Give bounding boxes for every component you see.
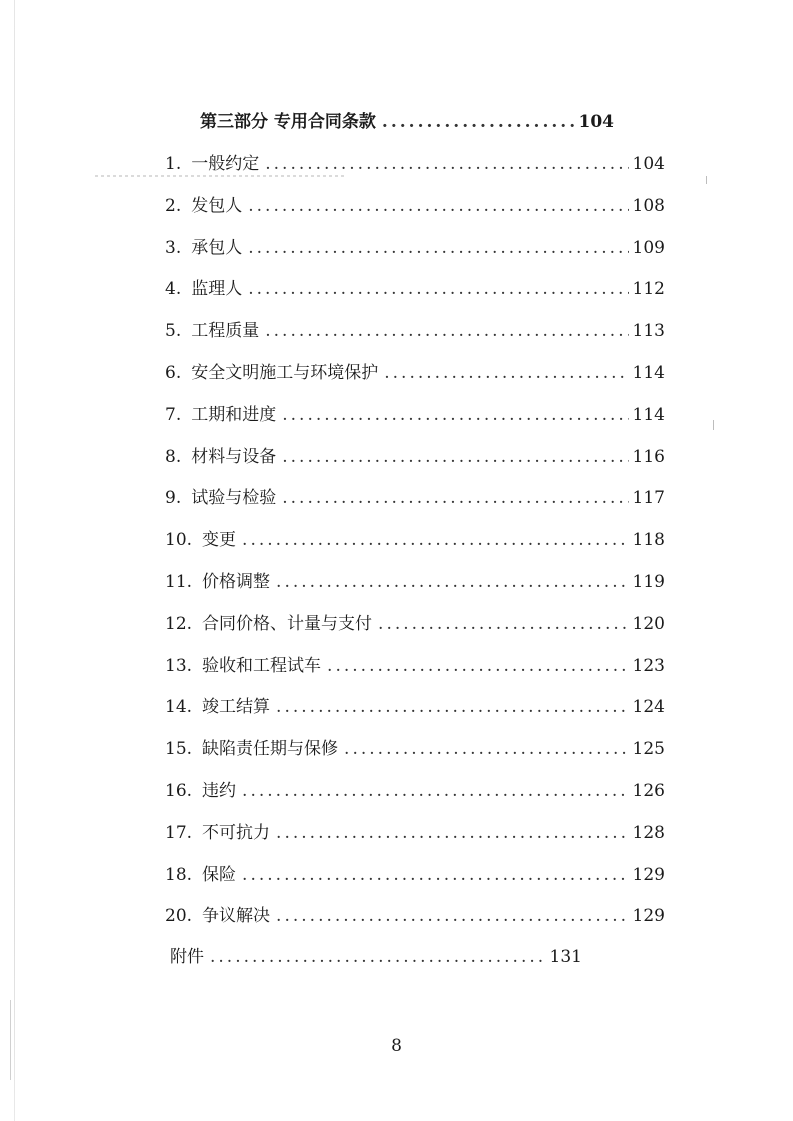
toc-entry-page-number: 123 [632, 656, 665, 676]
toc-section-heading [200, 107, 614, 137]
toc-entry-number: 9. [165, 488, 182, 508]
toc-entry [165, 400, 665, 430]
dot-leader [265, 316, 628, 346]
toc-entry-page-number: 114 [632, 363, 665, 383]
toc-entry-page-number: 118 [632, 530, 665, 550]
toc-entry-number: 10. [165, 530, 193, 550]
toc-entry-number: 7. [165, 405, 182, 425]
toc-entry [165, 525, 665, 555]
toc-entry-title: 监理人 [191, 279, 243, 299]
toc-entry [165, 442, 665, 472]
toc-entry [165, 609, 665, 639]
toc-entry [165, 274, 665, 304]
toc-entry [165, 692, 665, 722]
toc-entry-number: 13. [165, 656, 193, 676]
dot-leader [248, 191, 628, 221]
toc-entry-title: 发包人 [191, 196, 243, 216]
dot-leader [276, 818, 629, 848]
dot-leader [242, 776, 629, 806]
toc-entry [165, 149, 665, 179]
toc-entry-title: 验收和工程试车 [202, 656, 322, 676]
toc-entry [165, 734, 665, 764]
toc-entry [165, 818, 665, 848]
toc-entry-number: 12. [165, 614, 193, 634]
toc-entry-page-number: 124 [632, 697, 665, 717]
toc-entry-number: 2. [165, 196, 182, 216]
toc-appendix [170, 942, 582, 972]
toc-entry-title: 变更 [202, 530, 237, 550]
toc-entry-title: 材料与设备 [191, 447, 277, 467]
toc-entry-title: 保险 [202, 865, 237, 885]
dot-leader [276, 692, 629, 722]
toc-entry-page-number: 120 [632, 614, 665, 634]
toc-entry [165, 316, 665, 346]
toc-entry-page-number: 125 [632, 739, 665, 759]
toc-entry-page-number: 114 [632, 405, 665, 425]
dot-leader [344, 734, 629, 764]
toc-entry-number: 14. [165, 697, 193, 717]
dot-leader [378, 609, 629, 639]
toc-entry [165, 651, 665, 681]
dot-leader [276, 901, 629, 931]
toc-entry [165, 901, 665, 931]
toc-entry-number: 6. [165, 363, 182, 383]
toc-entry-page-number: 128 [632, 823, 665, 843]
toc-entry-number: 18. [165, 865, 193, 885]
toc-entry [165, 776, 665, 806]
appendix-title: 附件 [170, 947, 204, 967]
dot-leader [382, 107, 575, 137]
toc-entry-number: 4. [165, 279, 182, 299]
toc-entry-number: 1. [165, 154, 182, 174]
dot-leader [210, 942, 546, 972]
toc-entry-page-number: 112 [632, 279, 665, 299]
toc-entry-number: 3. [165, 238, 182, 258]
toc-entry-title: 安全文明施工与环境保护 [191, 363, 379, 383]
dot-leader [384, 358, 628, 388]
toc-entry-title: 争议解决 [202, 906, 271, 926]
toc-entry-title: 工期和进度 [191, 405, 277, 425]
scan-mark [706, 176, 707, 184]
toc-entry-title: 不可抗力 [202, 823, 271, 843]
toc-entry-page-number: 129 [632, 906, 665, 926]
toc-entry-number: 5. [165, 321, 182, 341]
toc-entry-title: 试验与检验 [191, 488, 277, 508]
toc-entry-title: 缺陷责任期与保修 [202, 739, 339, 759]
toc-entry-page-number: 119 [632, 572, 665, 592]
dot-leader [276, 567, 629, 597]
scan-mark [713, 420, 714, 430]
toc-entry-page-number: 108 [632, 196, 665, 216]
toc-entry-number: 17. [165, 823, 193, 843]
dot-leader [248, 274, 628, 304]
dot-leader [242, 860, 629, 890]
toc-entry-number: 20. [165, 906, 193, 926]
scan-edge-line [14, 0, 15, 1121]
section-title: 第三部分 专用合同条款 [200, 112, 376, 132]
toc-entry [165, 233, 665, 263]
toc-entry-page-number: 126 [632, 781, 665, 801]
toc-entry [165, 860, 665, 890]
toc-entry-number: 8. [165, 447, 182, 467]
dot-leader [242, 525, 629, 555]
toc-entry [165, 567, 665, 597]
dot-leader [282, 483, 628, 513]
dot-leader [282, 442, 628, 472]
toc-entry-number: 16. [165, 781, 193, 801]
appendix-page-number: 131 [549, 947, 582, 967]
dot-leader [265, 149, 628, 179]
dot-leader [282, 400, 628, 430]
toc-entry-page-number: 129 [632, 865, 665, 885]
toc-entry-page-number: 104 [632, 154, 665, 174]
toc-entry-title: 工程质量 [191, 321, 260, 341]
toc-entry-title: 价格调整 [202, 572, 271, 592]
toc-entry-title: 竣工结算 [202, 697, 271, 717]
toc-entry-number: 11. [165, 572, 193, 592]
section-page-number: 104 [578, 112, 614, 132]
toc-entry [165, 483, 665, 513]
toc-entry [165, 358, 665, 388]
dot-leader [248, 233, 628, 263]
toc-entry-title: 合同价格、计量与支付 [202, 614, 373, 634]
toc-entry-page-number: 113 [632, 321, 665, 341]
toc-entry-page-number: 109 [632, 238, 665, 258]
toc-entry-page-number: 116 [632, 447, 665, 467]
dot-leader [327, 651, 629, 681]
toc-entry-page-number: 117 [632, 488, 665, 508]
toc-entry-title: 一般约定 [191, 154, 260, 174]
toc-entry-title: 违约 [202, 781, 237, 801]
page-number: 8 [391, 1036, 402, 1056]
toc-entry-number: 15. [165, 739, 193, 759]
toc-entry-title: 承包人 [191, 238, 243, 258]
toc-entry [165, 191, 665, 221]
